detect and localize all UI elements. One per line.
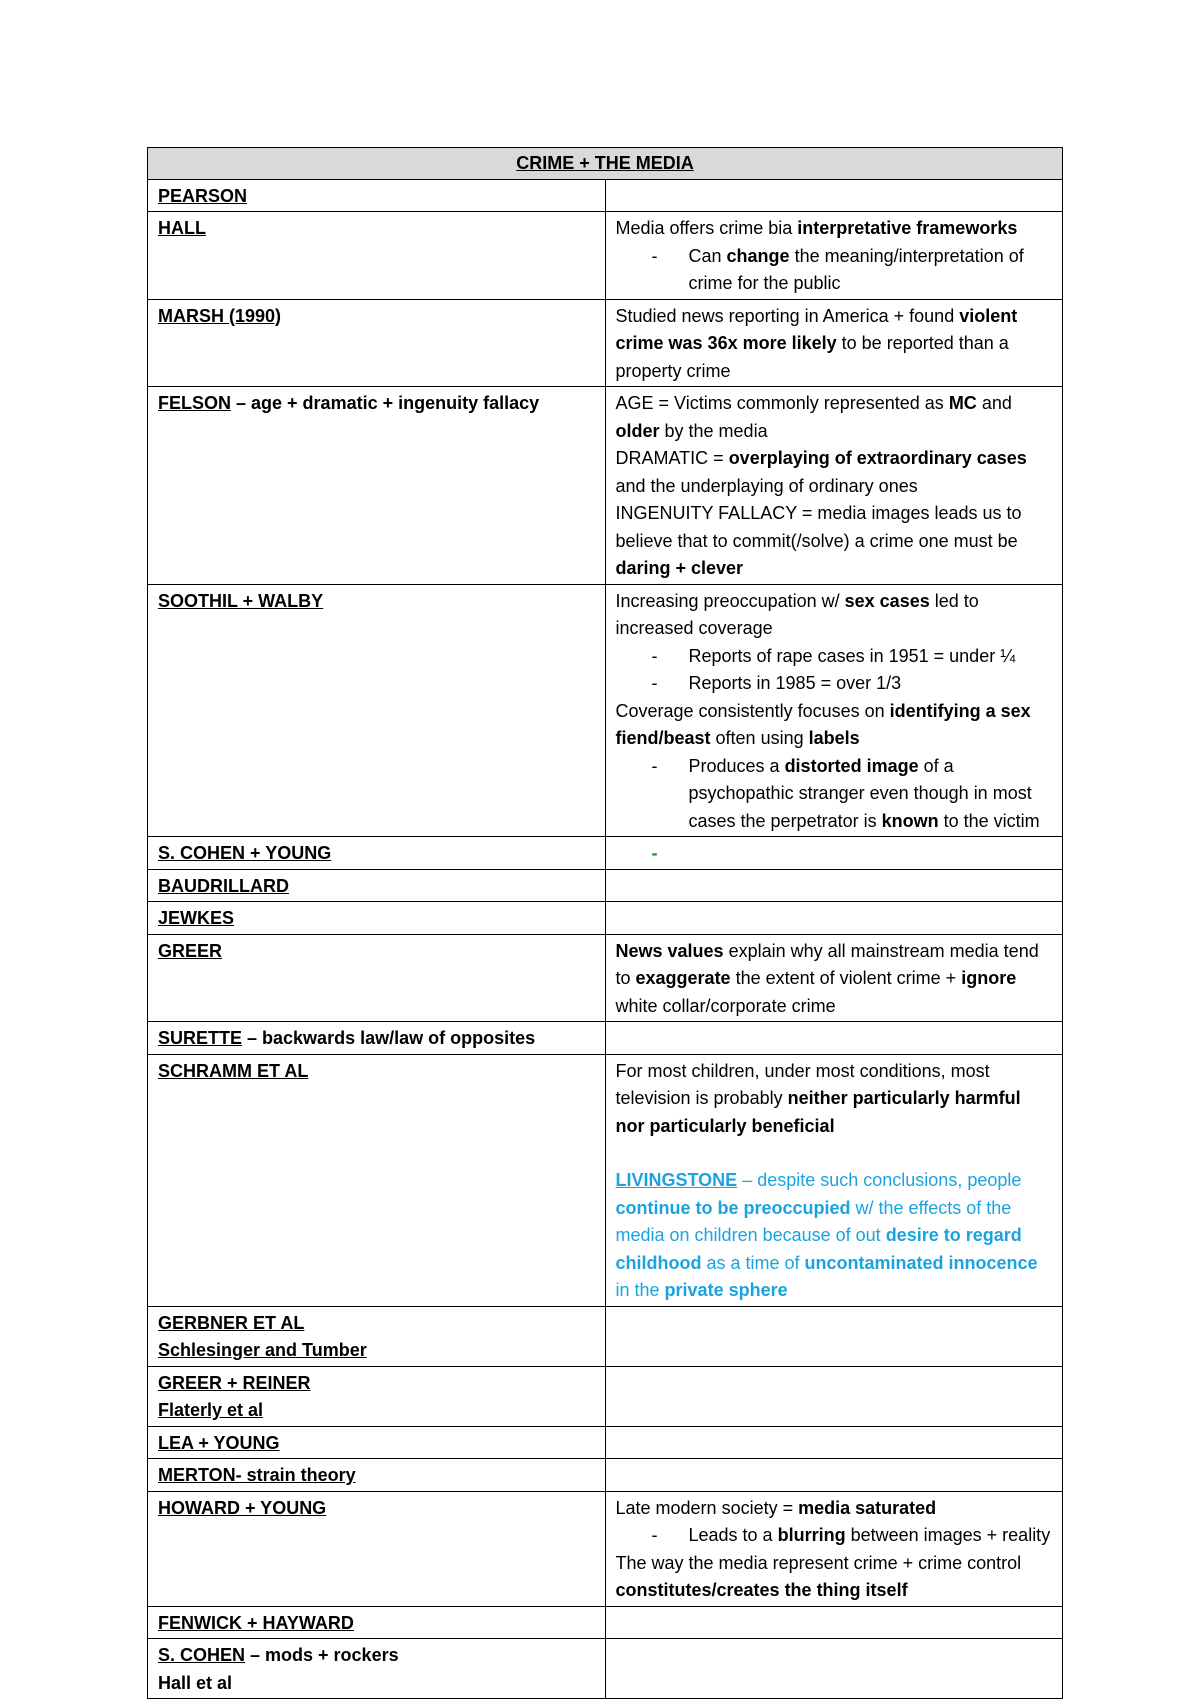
note-bullet: - Produces a distorted image of a psychopathic stranger even though in most cases the perpetrator is known to the victim [616,753,1053,836]
table-title: CRIME + THE MEDIA [148,148,1063,180]
notes-cell [605,387,1063,585]
notes-cell [605,1306,1063,1366]
notes-cell [605,1366,1063,1426]
table-row [148,584,1063,837]
table-row [148,934,1063,1022]
note-bullet: - Leads to a blurring between images + reality [616,1522,1053,1550]
notes-cell [605,1491,1063,1606]
note-bullet: - Reports of rape cases in 1951 = under ¼ [616,643,1053,671]
table-row [148,179,1063,212]
theorist-cell: MARSH (1990) [148,299,606,387]
note-paragraph-highlight: LIVINGSTONE – despite such conclusions, people continue to be preoccupied w/ the effects of the media on children because of out desire to regard childhood as a time of uncontaminated innocence in the private sphere [615,1170,1038,1300]
theorist-cell: SOOTHIL + WALBY [148,584,606,837]
table-row [148,387,1063,585]
note-paragraph: INGENUITY FALLACY = media images leads us to believe that to commit(/solve) a crime one must be daring + clever [615,503,1022,578]
notes-cell [605,837,1063,870]
theorist-cell: JEWKES [148,902,606,935]
notes-cell [605,1022,1063,1055]
notes-cell [605,1459,1063,1492]
table-row [148,837,1063,870]
table-row [148,1459,1063,1492]
table-title-row [148,148,1063,180]
table-row [148,1639,1063,1699]
table-row [148,212,1063,300]
note-paragraph: DRAMATIC = overplaying of extraordinary cases and the underplaying of ordinary ones [615,448,1027,496]
theorist-cell: BAUDRILLARD [148,869,606,902]
note-paragraph: For most children, under most conditions, most television is probably neither particularly harmful nor particularly beneficial [615,1060,1021,1136]
table-row [148,1366,1063,1426]
note-paragraph: The way the media represent crime + crime control constitutes/creates the thing itself [615,1552,1022,1600]
note-paragraph: Increasing preoccupation w/ sex cases led to increased coverage [615,590,979,638]
table-row [148,902,1063,935]
notes-table [147,147,1063,1699]
theorist-cell: FELSON – age + dramatic + ingenuity fallacy [148,387,606,585]
table-row [148,1426,1063,1459]
theorist-cell: GREER + REINER Flaterly et al [148,1366,606,1426]
theorist-cell: S. COHEN + YOUNG [148,837,606,870]
theorist-cell: MERTON- strain theory [148,1459,606,1492]
notes-cell [605,902,1063,935]
note-paragraph: Late modern society = media saturated [615,1497,937,1518]
theorist-cell: FENWICK + HAYWARD [148,1606,606,1639]
theorist-cell: HALL [148,212,606,300]
note-paragraph: Media offers crime bia interpretative frameworks [615,218,1018,238]
note-paragraph: Studied news reporting in America + found violent crime was 36x more likely to be reported than a property crime [615,305,1018,381]
notes-cell [605,934,1063,1022]
table-row [148,869,1063,902]
empty-bullet-dash: - [651,843,658,863]
notes-cell [605,212,1063,300]
theorist-cell: GERBNER ET AL Schlesinger and Tumber [148,1306,606,1366]
theorist-cell: SCHRAMM ET AL [148,1054,606,1306]
table-row [148,1491,1063,1606]
notes-cell [605,179,1063,212]
theorist-cell: GREER [148,934,606,1022]
note-paragraph: Coverage consistently focuses on identifying a sex fiend/beast often using labels [615,700,1031,748]
theorist-cell: S. COHEN – mods + rockers Hall et al [148,1639,606,1699]
table-row [148,1054,1063,1306]
paragraph-gap [616,1140,1053,1167]
note-paragraph: News values explain why all mainstream media tend to exaggerate the extent of violent crime + ignore white collar/corporate crime [615,940,1039,1016]
note-bullet: - Can change the meaning/interpretation of crime for the public [616,243,1053,298]
theorist-cell: HOWARD + YOUNG [148,1491,606,1606]
notes-cell [605,1606,1063,1639]
table-row [148,1022,1063,1055]
table-row [148,299,1063,387]
table-row [148,1606,1063,1639]
notes-cell [605,1639,1063,1699]
note-bullet: - Reports in 1985 = over 1/3 [616,670,1053,698]
notes-cell [605,584,1063,837]
notes-cell [605,1054,1063,1306]
notes-cell [605,869,1063,902]
table-row [148,1306,1063,1366]
notes-cell [605,299,1063,387]
theorist-cell: PEARSON [148,179,606,212]
theorist-cell: SURETTE – backwards law/law of opposites [148,1022,606,1055]
theorist-cell: LEA + YOUNG [148,1426,606,1459]
notes-cell [605,1426,1063,1459]
note-paragraph: AGE = Victims commonly represented as MC and older by the media [615,393,1012,441]
